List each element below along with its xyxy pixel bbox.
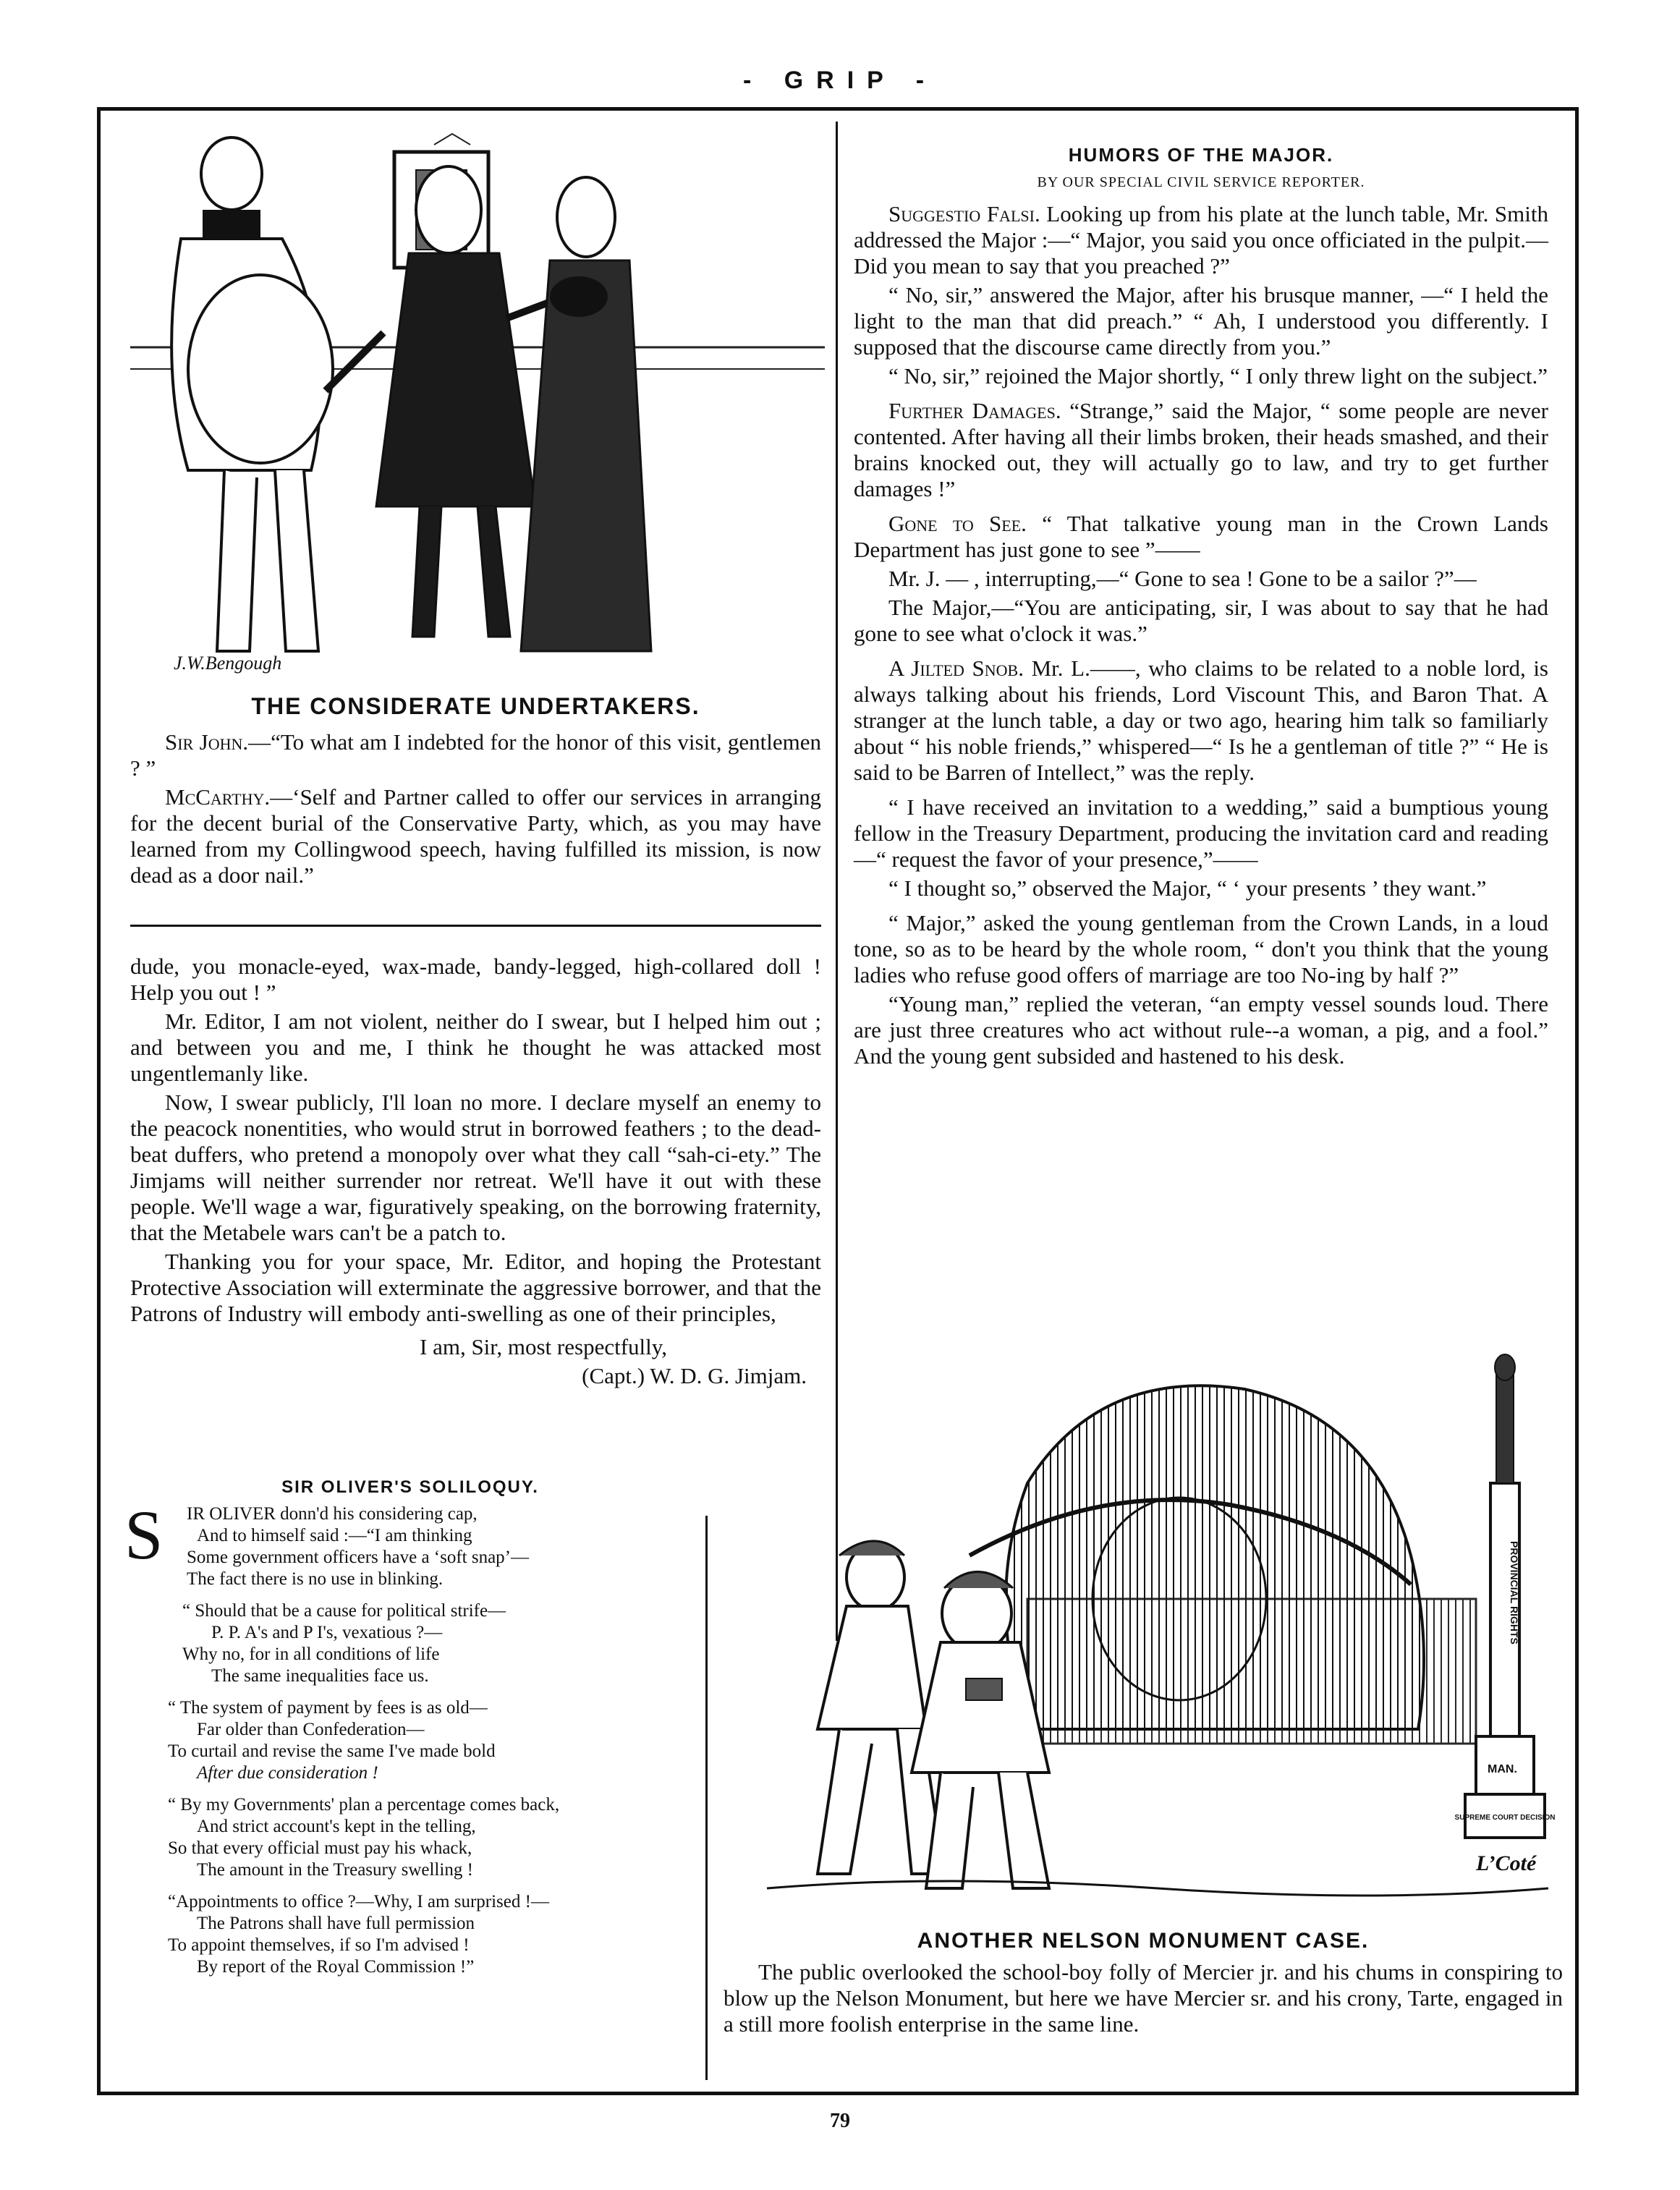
- nelson-caption: ANOTHER NELSON MONUMENT CASE.: [917, 1929, 1370, 1953]
- poem-line: The Patrons shall have full permission: [197, 1914, 475, 1933]
- anecdote-text: Looking up from his plate at the lunch table, Mr. Smith addressed the Major :—“ Major, you said you once officiated in the pulpit.—Did you mean to say that you preached ?”: [854, 201, 1549, 279]
- anecdote-text: “ No, sir,” answered the Major, after his brusque manner, —“ I held the light to the man that did preach.” “ Ah, I understood you differently. I supposed that the discourse came directly from you.”: [854, 282, 1548, 360]
- masthead: - GRIP -: [742, 67, 938, 94]
- sir-john-line: .—“To what am I indebted for the honor of this visit, gentlemen ? ”: [130, 729, 822, 781]
- poem-line: And to himself said :—“I am thinking: [197, 1526, 472, 1545]
- letter-body: [130, 954, 821, 1392]
- poem-line: Some government officers have a ‘soft snap’—: [187, 1548, 530, 1567]
- poem-line: IR OLIVER donn'd his considering cap,: [187, 1504, 478, 1524]
- major-column: [854, 201, 1548, 1072]
- major-byline: BY OUR SPECIAL CIVIL SERVICE REPORTER.: [1037, 174, 1365, 190]
- anecdote-text: The Major,—“You are anticipating, sir, I was about to say that he had gone to see what o'clock it was.”: [854, 595, 1548, 646]
- speaker-sir-john: Sir John: [165, 729, 243, 755]
- soliloquy-title: SIR OLIVER'S SOLILOQUY.: [281, 1477, 539, 1497]
- poem-line: To curtail and revise the same I've made bold: [168, 1741, 496, 1761]
- poem-stanza: [124, 1794, 696, 1881]
- poem-stanza: [124, 1600, 696, 1687]
- anecdote-heading: Suggestio Falsi.: [888, 201, 1040, 226]
- poem-stanza: [124, 1891, 696, 1978]
- column-label: PROVINCIAL RIGHTS: [1509, 1541, 1520, 1644]
- mccarthy-line: .—‘Self and Partner called to offer our services in arranging for the decent burial of the Conservative Party, which, as you may have learned from my Collingwood speech, having fulfilled its mission, is now dead as a door nail.”: [130, 784, 821, 888]
- soliloquy-poem: [124, 1496, 696, 1988]
- poem-stanza: [124, 1496, 696, 1590]
- poem-line: And strict account's kept in the telling,: [197, 1817, 476, 1836]
- illustrator-signature: L’Coté: [1476, 1851, 1537, 1875]
- poem-line: Why no, for in all conditions of life: [182, 1644, 440, 1664]
- poem-line: “Appointments to office ?—Why, I am surprised !—: [168, 1892, 549, 1911]
- drop-cap: S: [124, 1496, 164, 1574]
- poem-line: “ The system of payment by fees is as old—: [168, 1698, 488, 1718]
- anecdote-text: Mr. J. — , interrupting,—“ Gone to sea ! Gone to be a sailor ?”—: [888, 566, 1477, 591]
- poem-line: The same inequalities face us.: [211, 1666, 429, 1686]
- poem-line: So that every official must pay his whack,: [168, 1838, 472, 1858]
- letter-paragraph: dude, you monacle-eyed, wax-made, bandy-legged, high-collared doll ! Help you out ! ”: [130, 954, 821, 1005]
- anecdote-heading: A Jilted Snob.: [888, 655, 1024, 681]
- letter-paragraph: Mr. Editor, I am not violent, neither do I swear, but I helped him out ; and between you and me, I think he thought he was attacked most ungentlemanly like.: [130, 1009, 821, 1086]
- poem-line: Far older than Confederation—: [197, 1720, 425, 1739]
- poem-line: The amount in the Treasury swelling !: [197, 1860, 473, 1880]
- poem-line: To appoint themselves, if so I'm advised !: [168, 1935, 470, 1955]
- page-number: 79: [830, 2110, 850, 2132]
- anecdote-text: “ I have received an invitation to a wedding,” said a bumptious young fellow in the Treasury Department, producing the invitation card and reading—“ request the favor of your presence,”——: [854, 794, 1548, 872]
- undertakers-caption: THE CONSIDERATE UNDERTAKERS.: [251, 693, 700, 719]
- anecdote-text: “Young man,” replied the veteran, “an empty vessel sounds loud. There are just three creatures who act without rule--a woman, a pig, and a fool.” And the young gent subsided and hastened to his desk.: [854, 991, 1548, 1069]
- letter-signature: (Capt.) W. D. G. Jimjam.: [582, 1363, 807, 1388]
- major-title: HUMORS OF THE MAJOR.: [1068, 144, 1334, 166]
- poem-line: By report of the Royal Commission !”: [197, 1957, 475, 1977]
- lower-column-divider: [705, 1516, 708, 2080]
- anecdote-heading: Further Damages.: [888, 398, 1061, 423]
- poem-line: “ Should that be a cause for political strife—: [182, 1601, 506, 1621]
- anecdote-text: “ No, sir,” rejoined the Major shortly, “ I only threw light on the subject.”: [888, 363, 1548, 389]
- nelson-monument-illustration: [724, 1338, 1563, 1910]
- letter-closing: I am, Sir, most respectfully,: [420, 1334, 667, 1359]
- anecdote-heading: Gone to See.: [888, 511, 1027, 536]
- anecdote-text: “Strange,” said the Major, “ some people are never contented. After having all their limbs broken, their heads smashed, and their brains knocked out, they will actually go to law, and try to get further damages !”: [854, 398, 1548, 501]
- poem-line: P. P. A's and P I's, vexatious ?—: [211, 1623, 443, 1642]
- nelson-text: [724, 1959, 1563, 2040]
- illustrator-signature: J.W.Bengough: [174, 653, 282, 674]
- poem-line: After due consideration !: [197, 1763, 378, 1783]
- anecdote-text: “ That talkative young man in the Crown Lands Department has just gone to see ”——: [854, 511, 1548, 562]
- poem-line: The fact there is no use in blinking.: [187, 1569, 444, 1589]
- anecdote-text: “ I thought so,” observed the Major, “ ‘ your presents ’ they want.”: [888, 875, 1487, 901]
- plinth-label: SUPREME COURT DECISION: [1454, 1814, 1556, 1822]
- poem-stanza: [124, 1697, 696, 1784]
- anecdote-text: Mr. L.——, who claims to be related to a noble lord, is always talking about his friends, Lord Viscount This, and Baron That. A stranger at the lunch table, a day or two ago, hearing him talk so familiarly about “ his noble friends,” whispered—“ Is he a gentleman of title ?” “ He is said to be Barren of Intellect,” was the reply.: [854, 655, 1548, 785]
- undertakers-dialogue: [130, 729, 821, 891]
- letter-paragraph: Now, I swear publicly, I'll loan no more. I declare myself an enemy to the peacock nonentities, who would strut in borrowed feathers ; to the dead-beat duffers, who pretend a monopoly over what they call “sah-ci-ety.” The Jimjams will neither surrender nor retreat. We'll have it out with these people. We'll wage a war, figuratively speaking, on the borrowing fraternity, that the Metabele wars can't be a patch to.: [130, 1090, 821, 1245]
- poem-line: “ By my Governments' plan a percentage comes back,: [168, 1795, 560, 1815]
- undertakers-illustration: [130, 130, 825, 680]
- speaker-mccarthy: McCarthy: [165, 784, 265, 810]
- base-label: MAN.: [1488, 1763, 1517, 1775]
- anecdote-text: “ Major,” asked the young gentleman from the Crown Lands, in a loud tone, so as to be heard by the whole room, “ don't you think that the young ladies who refuse good offers of marriage are too No-ing by half ?”: [854, 910, 1548, 988]
- letter-paragraph: Thanking you for your space, Mr. Editor, and hoping the Protestant Protective Association will exterminate the aggressive borrower, and that the Patrons of Industry will embody anti-swelling as one of their principles,: [130, 1249, 821, 1326]
- nelson-paragraph: The public overlooked the school-boy folly of Mercier jr. and his chums in conspiring to blow up the Nelson Monument, but here we have Mercier sr. and his crony, Tarte, engaged in a still more foolish enterprise in the same line.: [724, 1959, 1563, 2037]
- section-divider: [130, 925, 821, 927]
